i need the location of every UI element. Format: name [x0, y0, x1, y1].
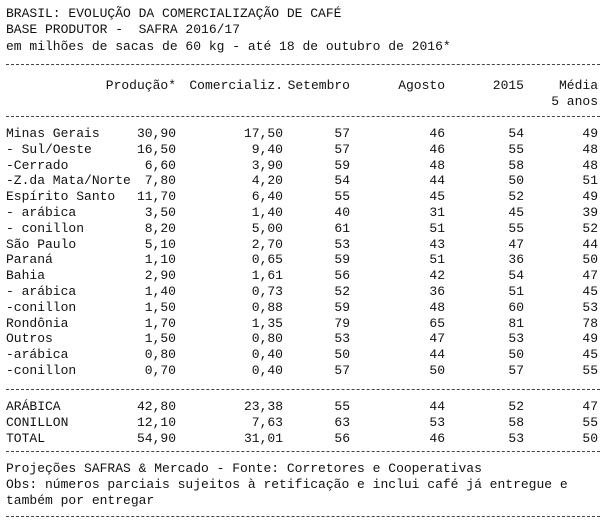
- value-2015: 36: [508, 252, 524, 268]
- row-label: -arábica: [6, 347, 69, 363]
- row-label: -conillon: [6, 299, 77, 315]
- row-label: Espírito Santo: [6, 189, 116, 205]
- comercializ-value: 23,38: [243, 399, 283, 414]
- divider-header: [6, 116, 600, 117]
- agosto-value: 50: [429, 363, 445, 378]
- setembro-value: 56: [334, 268, 350, 284]
- producao-value: 12,10: [136, 415, 176, 430]
- media-value: 49: [582, 331, 598, 347]
- agosto-value: 47: [429, 331, 445, 347]
- agosto-value: 53: [429, 415, 445, 430]
- media-value: 48: [582, 141, 598, 157]
- media-value: 47: [582, 268, 598, 284]
- setembro-value: 59: [334, 252, 350, 268]
- row-label: São Paulo: [6, 236, 77, 252]
- comercializ-value: 0,73: [251, 284, 283, 299]
- footer-source: Projeções SAFRAS & Mercado - Fonte: Corretores e Cooperativas: [6, 461, 482, 476]
- media-value: 39: [582, 205, 598, 220]
- agosto-value: 36: [429, 284, 445, 299]
- value-2015: 58: [508, 415, 524, 430]
- media-value: 51: [582, 173, 598, 189]
- col-header-setembro: Setembro: [287, 78, 350, 93]
- footer-note-cont: também por entregar: [6, 493, 155, 508]
- producao-value: 11,70: [136, 189, 176, 205]
- producao-value: 1,50: [144, 331, 176, 347]
- media-value: 50: [582, 252, 598, 268]
- comercializ-value: 6,40: [251, 189, 283, 205]
- agosto-value: 44: [429, 399, 445, 414]
- row-label: - Sul/Oeste: [6, 141, 92, 157]
- comercializ-value: 5,00: [251, 220, 283, 236]
- row-label: Outros: [6, 331, 53, 347]
- producao-value: 0,80: [144, 347, 176, 363]
- setembro-value: 50: [334, 347, 350, 363]
- comercializ-value: 2,70: [251, 236, 283, 252]
- footer-note: Obs: números parciais sujeitos à retificação e inclui café já entregue e: [6, 477, 568, 492]
- agosto-value: 31: [429, 205, 445, 220]
- col-header-agosto: Agosto: [398, 78, 445, 93]
- divider-bottom: [6, 516, 600, 517]
- media-value: 47: [582, 399, 598, 414]
- comercializ-value: 0,40: [251, 363, 283, 378]
- media-value: 49: [582, 189, 598, 205]
- value-2015: 55: [508, 141, 524, 157]
- comercializ-value: 1,40: [251, 205, 283, 220]
- media-value: 52: [582, 220, 598, 236]
- row-label: - arábica: [6, 205, 77, 220]
- value-2015: 53: [508, 431, 524, 446]
- comercializ-value: 7,63: [251, 415, 283, 430]
- comercializ-value: 0,80: [251, 331, 283, 347]
- producao-value: 1,10: [144, 252, 176, 268]
- producao-value: 1,40: [144, 284, 176, 299]
- producao-value: 0,70: [144, 363, 176, 378]
- col-header-media: Média: [558, 78, 598, 93]
- row-label: ARÁBICA: [6, 399, 61, 414]
- agosto-value: 45: [429, 189, 445, 205]
- setembro-value: 57: [334, 126, 350, 141]
- media-value: 53: [582, 299, 598, 315]
- agosto-value: 44: [429, 347, 445, 363]
- row-label: -Cerrado: [6, 157, 69, 173]
- setembro-value: 54: [334, 173, 350, 189]
- producao-value: 16,50: [136, 141, 176, 157]
- producao-value: 7,80: [144, 173, 176, 189]
- media-value: 55: [582, 415, 598, 430]
- producao-value: 6,60: [144, 157, 176, 173]
- agosto-value: 65: [429, 315, 445, 331]
- divider-footer: [6, 451, 600, 452]
- value-2015: 50: [508, 173, 524, 189]
- producao-value: 42,80: [136, 399, 176, 414]
- comercializ-value: 1,35: [251, 315, 283, 331]
- comercializ-value: 3,90: [251, 157, 283, 173]
- setembro-value: 57: [334, 141, 350, 157]
- value-2015: 53: [508, 331, 524, 347]
- setembro-value: 61: [334, 220, 350, 236]
- media-value: 50: [582, 431, 598, 446]
- setembro-value: 59: [334, 157, 350, 173]
- col-header-media-sub: 5 anos: [551, 94, 598, 109]
- value-2015: 45: [508, 205, 524, 220]
- producao-value: 54,90: [136, 431, 176, 446]
- agosto-value: 48: [429, 157, 445, 173]
- value-2015: 54: [508, 126, 524, 141]
- producao-value: 1,50: [144, 299, 176, 315]
- media-value: 78: [582, 315, 598, 331]
- setembro-value: 53: [334, 236, 350, 252]
- row-label: - arábica: [6, 284, 77, 299]
- agosto-value: 51: [429, 252, 445, 268]
- value-2015: 47: [508, 236, 524, 252]
- comercializ-value: 4,20: [251, 173, 283, 189]
- row-label: -Z.da Mata/Norte: [6, 173, 131, 189]
- comercializ-value: 1,61: [251, 268, 283, 284]
- row-label: -conillon: [6, 363, 77, 378]
- producao-value: 2,90: [144, 268, 176, 284]
- setembro-value: 56: [334, 431, 350, 446]
- col-header-producao: Produção*: [105, 78, 176, 93]
- report-subtitle: BASE PRODUTOR - SAFRA 2016/17: [6, 22, 241, 37]
- setembro-value: 59: [334, 299, 350, 315]
- comercializ-value: 31,01: [243, 431, 283, 446]
- row-label: Minas Gerais: [6, 126, 100, 141]
- agosto-value: 42: [429, 268, 445, 284]
- agosto-value: 46: [429, 126, 445, 141]
- col-header-2015: 2015: [492, 78, 524, 93]
- agosto-value: 48: [429, 299, 445, 315]
- agosto-value: 44: [429, 173, 445, 189]
- row-label: TOTAL: [6, 431, 46, 446]
- value-2015: 52: [508, 399, 524, 414]
- row-label: Paraná: [6, 252, 53, 268]
- media-value: 48: [582, 157, 598, 173]
- value-2015: 81: [508, 315, 524, 331]
- value-2015: 51: [508, 284, 524, 299]
- setembro-value: 57: [334, 363, 350, 378]
- producao-value: 30,90: [136, 126, 176, 141]
- media-value: 49: [582, 126, 598, 141]
- agosto-value: 46: [429, 141, 445, 157]
- report-title: BRASIL: EVOLUÇÃO DA COMERCIALIZAÇÃO DE CAFÉ: [6, 6, 342, 21]
- media-value: 45: [582, 347, 598, 363]
- media-value: 45: [582, 284, 598, 299]
- value-2015: 52: [508, 189, 524, 205]
- row-label: Bahia: [6, 268, 46, 284]
- producao-value: 5,10: [144, 236, 176, 252]
- comercializ-value: 0,40: [251, 347, 283, 363]
- producao-value: 8,20: [144, 220, 176, 236]
- divider-top: [6, 64, 600, 65]
- media-value: 44: [582, 236, 598, 252]
- comercializ-value: 0,65: [251, 252, 283, 268]
- setembro-value: 79: [334, 315, 350, 331]
- setembro-value: 55: [334, 399, 350, 414]
- row-label: Rondônia: [6, 315, 69, 331]
- producao-value: 3,50: [144, 205, 176, 220]
- comercializ-value: 17,50: [243, 126, 283, 141]
- setembro-value: 52: [334, 284, 350, 299]
- comercializ-value: 9,40: [251, 141, 283, 157]
- col-header-comercializ: Comercializ.: [189, 78, 283, 93]
- setembro-value: 63: [334, 415, 350, 430]
- agosto-value: 51: [429, 220, 445, 236]
- report-units-note: em milhões de sacas de 60 kg - até 18 de outubro de 2016*: [6, 39, 451, 54]
- agosto-value: 43: [429, 236, 445, 252]
- media-value: 55: [582, 363, 598, 378]
- value-2015: 55: [508, 220, 524, 236]
- value-2015: 57: [508, 363, 524, 378]
- setembro-value: 53: [334, 331, 350, 347]
- divider-totals-top: [6, 389, 600, 390]
- producao-value: 1,70: [144, 315, 176, 331]
- row-label: CONILLON: [6, 415, 69, 430]
- agosto-value: 46: [429, 431, 445, 446]
- comercializ-value: 0,88: [251, 299, 283, 315]
- value-2015: 54: [508, 268, 524, 284]
- value-2015: 60: [508, 299, 524, 315]
- value-2015: 50: [508, 347, 524, 363]
- row-label: - conillon: [6, 220, 85, 236]
- setembro-value: 40: [334, 205, 350, 220]
- value-2015: 58: [508, 157, 524, 173]
- setembro-value: 55: [334, 189, 350, 205]
